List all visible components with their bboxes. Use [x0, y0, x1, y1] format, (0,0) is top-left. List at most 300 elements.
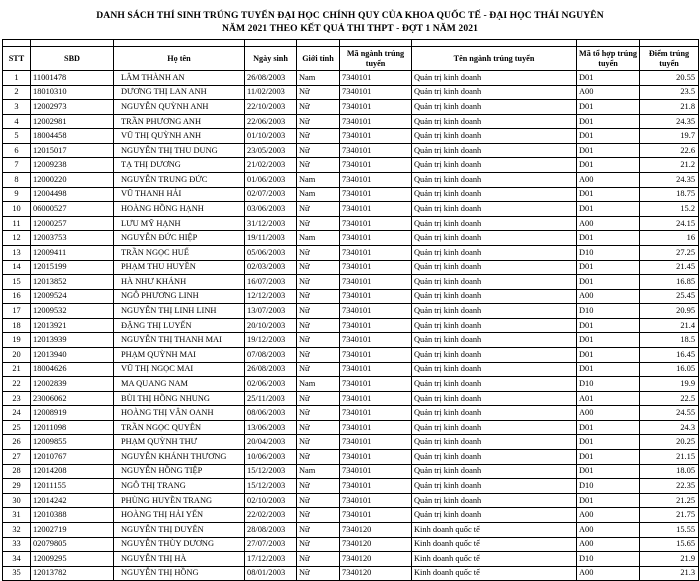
- cell-score: 15.2: [640, 202, 699, 217]
- cell-gender: Nữ: [297, 420, 340, 435]
- cell-stt: 32: [3, 522, 31, 537]
- cell-stt: 33: [3, 537, 31, 552]
- cell-score: 25.45: [640, 289, 699, 304]
- cell-sbd: 12013852: [31, 275, 114, 290]
- cell-stt: 27: [3, 450, 31, 465]
- col-header-stt: STT: [3, 47, 31, 71]
- cell-gender: Nam: [297, 464, 340, 479]
- cell-gender: Nữ: [297, 216, 340, 231]
- cell-dob: 08/06/2003: [245, 406, 297, 421]
- cell-name: NGUYỄN THỊ HỒNG: [114, 566, 245, 581]
- col-header-major-code: Mã ngành trúng tuyển: [340, 47, 412, 71]
- cell-stt: 16: [3, 289, 31, 304]
- cell-stt: 22: [3, 377, 31, 392]
- cell-combo: A00: [577, 406, 640, 421]
- cell-gender: Nữ: [297, 391, 340, 406]
- cell-sbd: 12013782: [31, 566, 114, 581]
- table-row: [3, 216, 699, 231]
- cell-sbd: 18010310: [31, 85, 114, 100]
- cell-sbd: 12013939: [31, 333, 114, 348]
- cell-major-name: Quản trị kinh doanh: [412, 304, 577, 319]
- cell-dob: 22/06/2003: [245, 114, 297, 129]
- cell-dob: 12/12/2003: [245, 289, 297, 304]
- cell-gender: Nữ: [297, 129, 340, 144]
- cell-major-code: 7340101: [340, 129, 412, 144]
- cell-combo: D01: [577, 493, 640, 508]
- cell-name: NGUYỄN QUỲNH ANH: [114, 100, 245, 115]
- cell-stt: 28: [3, 464, 31, 479]
- cell-dob: 19/11/2003: [245, 231, 297, 246]
- cell-major-name: Kinh doanh quốc tế: [412, 522, 577, 537]
- cell-stt: 14: [3, 260, 31, 275]
- table-row: [3, 479, 699, 494]
- cell-sbd: 12011098: [31, 420, 114, 435]
- cell-stt: 17: [3, 304, 31, 319]
- cell-major-name: Quản trị kinh doanh: [412, 173, 577, 188]
- cell-gender: Nữ: [297, 85, 340, 100]
- cell-combo: A00: [577, 522, 640, 537]
- col-header-dob: Ngày sinh: [245, 47, 297, 71]
- cell-stt: 15: [3, 275, 31, 290]
- cell-major-code: 7340120: [340, 566, 412, 581]
- cell-stt: 21: [3, 362, 31, 377]
- cell-sbd: 02079805: [31, 537, 114, 552]
- cell-score: 21.8: [640, 100, 699, 115]
- cell-sbd: 11001478: [31, 71, 114, 86]
- cell-major-code: 7340101: [340, 493, 412, 508]
- table-row: [3, 391, 699, 406]
- cell-combo: D01: [577, 129, 640, 144]
- cell-gender: Nữ: [297, 114, 340, 129]
- cell-dob: 05/06/2003: [245, 245, 297, 260]
- cell-score: 21.25: [640, 493, 699, 508]
- cell-major-code: 7340101: [340, 333, 412, 348]
- cell-name: BÙI THỊ HỒNG NHUNG: [114, 391, 245, 406]
- cell-name: NGÔ THỊ TRANG: [114, 479, 245, 494]
- cell-name: TRẦN PHƯƠNG ANH: [114, 114, 245, 129]
- cell-name: MA QUANG NAM: [114, 377, 245, 392]
- cell-score: 19.9: [640, 377, 699, 392]
- cell-combo: D01: [577, 114, 640, 129]
- cell-sbd: 12000220: [31, 173, 114, 188]
- cell-score: 20.95: [640, 304, 699, 319]
- cell-major-name: Quản trị kinh doanh: [412, 479, 577, 494]
- cell-sbd: 12003753: [31, 231, 114, 246]
- cell-dob: 20/04/2003: [245, 435, 297, 450]
- table-row: [3, 377, 699, 392]
- cell-combo: A00: [577, 173, 640, 188]
- cell-gender: Nữ: [297, 289, 340, 304]
- cell-name: NGÔ PHƯƠNG LINH: [114, 289, 245, 304]
- cell-score: 18.5: [640, 333, 699, 348]
- cell-sbd: 12002839: [31, 377, 114, 392]
- cell-name: PHẠM QUỲNH THƯ: [114, 435, 245, 450]
- cell-score: 21.9: [640, 552, 699, 567]
- cell-stt: 11: [3, 216, 31, 231]
- cell-stt: 4: [3, 114, 31, 129]
- cell-major-code: 7340101: [340, 202, 412, 217]
- cell-name: DƯƠNG THỊ LAN ANH: [114, 85, 245, 100]
- cell-major-name: Quản trị kinh doanh: [412, 143, 577, 158]
- cell-score: 27.25: [640, 245, 699, 260]
- cell-score: 21.15: [640, 450, 699, 465]
- cell-major-code: 7340101: [340, 391, 412, 406]
- table-row: [3, 522, 699, 537]
- cell-sbd: 12004498: [31, 187, 114, 202]
- cell-name: HOÀNG THỊ VÂN OANH: [114, 406, 245, 421]
- cell-major-name: Quản trị kinh doanh: [412, 158, 577, 173]
- table-row: [3, 406, 699, 421]
- cell-dob: 27/07/2003: [245, 537, 297, 552]
- cell-stt: 26: [3, 435, 31, 450]
- table-row: [3, 420, 699, 435]
- cell-major-name: Quản trị kinh doanh: [412, 464, 577, 479]
- cell-stt: 6: [3, 143, 31, 158]
- cell-major-name: Quản trị kinh doanh: [412, 129, 577, 144]
- cell-major-code: 7340101: [340, 377, 412, 392]
- cell-stt: 34: [3, 552, 31, 567]
- cell-gender: Nữ: [297, 493, 340, 508]
- cell-name: NGUYỄN TRUNG ĐỨC: [114, 173, 245, 188]
- cell-gender: Nữ: [297, 566, 340, 581]
- table-row: [3, 566, 699, 581]
- cell-gender: Nữ: [297, 479, 340, 494]
- cell-sbd: 12002719: [31, 522, 114, 537]
- cell-gender: Nữ: [297, 552, 340, 567]
- cell-gender: Nữ: [297, 260, 340, 275]
- table-row: [3, 318, 699, 333]
- cell-major-name: Quản trị kinh doanh: [412, 289, 577, 304]
- cell-major-name: Quản trị kinh doanh: [412, 435, 577, 450]
- cell-major-code: 7340101: [340, 479, 412, 494]
- cell-sbd: 12009238: [31, 158, 114, 173]
- title-line-2: NĂM 2021 THEO KẾT QUẢ THI THPT - ĐỢT 1 NĂM 2021: [221, 23, 479, 34]
- cell-dob: 10/06/2003: [245, 450, 297, 465]
- cell-gender: Nam: [297, 377, 340, 392]
- cell-dob: 23/05/2003: [245, 143, 297, 158]
- cell-score: 21.4: [640, 318, 699, 333]
- table-row: [3, 129, 699, 144]
- cell-dob: 02/10/2003: [245, 493, 297, 508]
- table-row: [3, 435, 699, 450]
- cell-combo: D01: [577, 318, 640, 333]
- cell-stt: 30: [3, 493, 31, 508]
- cell-major-name: Quản trị kinh doanh: [412, 85, 577, 100]
- cell-major-code: 7340101: [340, 275, 412, 290]
- cell-score: 21.2: [640, 158, 699, 173]
- cell-combo: A01: [577, 391, 640, 406]
- cell-stt: 10: [3, 202, 31, 217]
- table-row: [3, 143, 699, 158]
- cell-gender: Nữ: [297, 362, 340, 377]
- cell-major-code: 7340120: [340, 537, 412, 552]
- table-row: [3, 260, 699, 275]
- cell-gender: Nữ: [297, 304, 340, 319]
- cell-combo: D10: [577, 304, 640, 319]
- cell-stt: 9: [3, 187, 31, 202]
- cell-dob: 26/08/2003: [245, 362, 297, 377]
- cell-sbd: 18004458: [31, 129, 114, 144]
- cell-score: 24.35: [640, 173, 699, 188]
- table-row: [3, 450, 699, 465]
- cell-major-code: 7340101: [340, 114, 412, 129]
- cell-major-code: 7340101: [340, 143, 412, 158]
- cell-dob: 02/07/2003: [245, 187, 297, 202]
- cell-major-name: Quản trị kinh doanh: [412, 275, 577, 290]
- cell-name: HOÀNG THỊ HẢI YẾN: [114, 508, 245, 523]
- cell-gender: Nữ: [297, 522, 340, 537]
- cell-sbd: 12009295: [31, 552, 114, 567]
- cell-stt: 2: [3, 85, 31, 100]
- table-body: [3, 71, 699, 581]
- cell-major-name: Quản trị kinh doanh: [412, 318, 577, 333]
- cell-score: 22.6: [640, 143, 699, 158]
- cell-gender: Nữ: [297, 143, 340, 158]
- cell-score: 24.35: [640, 114, 699, 129]
- cell-major-name: Quản trị kinh doanh: [412, 245, 577, 260]
- cell-sbd: 12014208: [31, 464, 114, 479]
- cell-score: 24.55: [640, 406, 699, 421]
- cell-sbd: 12010767: [31, 450, 114, 465]
- cell-major-code: 7340101: [340, 464, 412, 479]
- cell-score: 16: [640, 231, 699, 246]
- cell-gender: Nữ: [297, 537, 340, 552]
- cell-stt: 19: [3, 333, 31, 348]
- cell-sbd: 12013921: [31, 318, 114, 333]
- table-row: [3, 362, 699, 377]
- table-row: [3, 464, 699, 479]
- cell-sbd: 12002973: [31, 100, 114, 115]
- cell-major-name: Kinh doanh quốc tế: [412, 537, 577, 552]
- cell-major-name: Quản trị kinh doanh: [412, 216, 577, 231]
- cell-dob: 03/06/2003: [245, 202, 297, 217]
- cell-name: TRẦN NGỌC QUYÊN: [114, 420, 245, 435]
- cell-gender: Nữ: [297, 318, 340, 333]
- cell-major-name: Quản trị kinh doanh: [412, 420, 577, 435]
- cell-dob: 31/12/2003: [245, 216, 297, 231]
- cell-stt: 12: [3, 231, 31, 246]
- cell-name: PHẠM QUỲNH MAI: [114, 347, 245, 362]
- cell-combo: D10: [577, 479, 640, 494]
- cell-name: NGUYỄN THỊ DUYÊN: [114, 522, 245, 537]
- table-row: [3, 202, 699, 217]
- cell-combo: D10: [577, 245, 640, 260]
- cell-major-name: Quản trị kinh doanh: [412, 71, 577, 86]
- table-row: [3, 289, 699, 304]
- cell-major-code: 7340101: [340, 100, 412, 115]
- cell-dob: 15/12/2003: [245, 464, 297, 479]
- cell-combo: D01: [577, 100, 640, 115]
- cell-major-name: Quản trị kinh doanh: [412, 187, 577, 202]
- table-row: [3, 347, 699, 362]
- cell-dob: 11/02/2003: [245, 85, 297, 100]
- cell-dob: 02/03/2003: [245, 260, 297, 275]
- table-row: [3, 275, 699, 290]
- cell-score: 21.45: [640, 260, 699, 275]
- cell-sbd: 12009411: [31, 245, 114, 260]
- cell-dob: 07/08/2003: [245, 347, 297, 362]
- cell-combo: D01: [577, 71, 640, 86]
- cell-combo: D01: [577, 333, 640, 348]
- cell-combo: D01: [577, 260, 640, 275]
- cell-sbd: 12011155: [31, 479, 114, 494]
- cell-stt: 3: [3, 100, 31, 115]
- cell-sbd: 18004626: [31, 362, 114, 377]
- table-row: [3, 333, 699, 348]
- cell-combo: A00: [577, 566, 640, 581]
- cell-score: 23.5: [640, 85, 699, 100]
- cell-sbd: 12009524: [31, 289, 114, 304]
- cell-name: NGUYỄN THỊ THANH MAI: [114, 333, 245, 348]
- cell-gender: Nữ: [297, 450, 340, 465]
- cell-major-name: Quản trị kinh doanh: [412, 114, 577, 129]
- cell-stt: 5: [3, 129, 31, 144]
- cell-gender: Nữ: [297, 508, 340, 523]
- cell-gender: Nam: [297, 231, 340, 246]
- cell-name: LƯU MỸ HẠNH: [114, 216, 245, 231]
- cell-stt: 29: [3, 479, 31, 494]
- cell-name: VŨ THỊ QUỲNH ANH: [114, 129, 245, 144]
- table-row: [3, 71, 699, 86]
- cell-gender: Nữ: [297, 275, 340, 290]
- cell-major-code: 7340101: [340, 304, 412, 319]
- col-header-major-name: Tên ngành trúng tuyển: [412, 47, 577, 71]
- cell-sbd: 12010388: [31, 508, 114, 523]
- cell-score: 19.7: [640, 129, 699, 144]
- cell-major-name: Quản trị kinh doanh: [412, 493, 577, 508]
- cell-major-code: 7340101: [340, 216, 412, 231]
- cell-major-code: 7340101: [340, 260, 412, 275]
- cell-major-code: 7340101: [340, 508, 412, 523]
- cell-sbd: 12015017: [31, 143, 114, 158]
- cell-stt: 35: [3, 566, 31, 581]
- table-row: [3, 304, 699, 319]
- cell-name: VŨ THANH HẢI: [114, 187, 245, 202]
- table-row: [3, 245, 699, 260]
- cell-stt: 24: [3, 406, 31, 421]
- cell-stt: 23: [3, 391, 31, 406]
- cell-major-code: 7340101: [340, 362, 412, 377]
- cell-major-name: Quản trị kinh doanh: [412, 406, 577, 421]
- cell-score: 21.75: [640, 508, 699, 523]
- table-row: [3, 231, 699, 246]
- cell-gender: Nữ: [297, 245, 340, 260]
- cell-score: 15.55: [640, 522, 699, 537]
- cell-sbd: 12015199: [31, 260, 114, 275]
- cell-combo: D01: [577, 464, 640, 479]
- cell-dob: 26/08/2003: [245, 71, 297, 86]
- cell-name: PHÙNG HUYỀN TRANG: [114, 493, 245, 508]
- cell-major-code: 7340101: [340, 420, 412, 435]
- cell-stt: 20: [3, 347, 31, 362]
- cell-sbd: 06000527: [31, 202, 114, 217]
- cell-name: NGUYỄN HỒNG TIỆP: [114, 464, 245, 479]
- cell-major-name: Quản trị kinh doanh: [412, 231, 577, 246]
- col-header-name: Họ tên: [114, 47, 245, 71]
- cell-sbd: 12008919: [31, 406, 114, 421]
- cell-major-name: Quản trị kinh doanh: [412, 333, 577, 348]
- cell-dob: 17/12/2003: [245, 552, 297, 567]
- cell-name: NGUYỄN THỊ LINH LINH: [114, 304, 245, 319]
- cell-major-code: 7340120: [340, 552, 412, 567]
- cell-gender: Nữ: [297, 158, 340, 173]
- header-row: [3, 47, 699, 71]
- cell-score: 18.75: [640, 187, 699, 202]
- cell-combo: A00: [577, 289, 640, 304]
- cell-combo: D01: [577, 143, 640, 158]
- cell-major-code: 7340101: [340, 347, 412, 362]
- cell-gender: Nữ: [297, 406, 340, 421]
- cell-name: ĐẶNG THỊ LUYẾN: [114, 318, 245, 333]
- cell-score: 24.15: [640, 216, 699, 231]
- cell-name: TẠ THỊ DƯƠNG: [114, 158, 245, 173]
- cell-major-name: Quản trị kinh doanh: [412, 260, 577, 275]
- cell-major-code: 7340101: [340, 318, 412, 333]
- cell-dob: 01/10/2003: [245, 129, 297, 144]
- cell-name: PHẠM THU HUYỀN: [114, 260, 245, 275]
- document-title: [0, 0, 700, 35]
- table-row: [3, 100, 699, 115]
- cell-combo: D01: [577, 202, 640, 217]
- cell-gender: Nam: [297, 71, 340, 86]
- table-row: [3, 187, 699, 202]
- cell-sbd: 12002981: [31, 114, 114, 129]
- cell-gender: Nữ: [297, 347, 340, 362]
- cell-major-name: Kinh doanh quốc tế: [412, 566, 577, 581]
- cell-major-code: 7340101: [340, 245, 412, 260]
- cell-sbd: 12014242: [31, 493, 114, 508]
- cell-combo: D01: [577, 450, 640, 465]
- cell-major-name: Quản trị kinh doanh: [412, 347, 577, 362]
- cell-combo: A00: [577, 216, 640, 231]
- cell-gender: Nữ: [297, 100, 340, 115]
- cell-name: HÀ NHƯ KHÁNH: [114, 275, 245, 290]
- cell-major-name: Quản trị kinh doanh: [412, 391, 577, 406]
- cell-dob: 21/02/2003: [245, 158, 297, 173]
- cell-combo: D01: [577, 158, 640, 173]
- cell-score: 24.3: [640, 420, 699, 435]
- cell-gender: Nữ: [297, 435, 340, 450]
- cell-major-code: 7340101: [340, 71, 412, 86]
- cell-score: 22.35: [640, 479, 699, 494]
- cell-dob: 01/06/2003: [245, 173, 297, 188]
- cell-sbd: 23006062: [31, 391, 114, 406]
- admission-table: [2, 39, 699, 581]
- cell-combo: A00: [577, 537, 640, 552]
- table-row: [3, 158, 699, 173]
- col-header-score: Điểm trúng tuyển: [640, 47, 699, 71]
- cell-gender: Nữ: [297, 333, 340, 348]
- cell-score: 16.05: [640, 362, 699, 377]
- cell-sbd: 12013940: [31, 347, 114, 362]
- cell-dob: 22/10/2003: [245, 100, 297, 115]
- title-line-1: DANH SÁCH THÍ SINH TRÚNG TUYỂN ĐẠI HỌC CHÍNH QUY CỦA KHOA QUỐC TẾ - ĐẠI HỌC THÁI NGUYÊN: [96, 10, 604, 21]
- col-header-sbd: SBD: [31, 47, 114, 71]
- cell-name: NGUYỄN THÙY DƯƠNG: [114, 537, 245, 552]
- cell-name: TRẦN NGỌC HUẾ: [114, 245, 245, 260]
- table-row: [3, 552, 699, 567]
- cell-name: VŨ THỊ NGỌC MAI: [114, 362, 245, 377]
- cell-major-name: Quản trị kinh doanh: [412, 508, 577, 523]
- cell-stt: 25: [3, 420, 31, 435]
- table-row: [3, 114, 699, 129]
- cell-stt: 7: [3, 158, 31, 173]
- cell-dob: 13/06/2003: [245, 420, 297, 435]
- table-row: [3, 85, 699, 100]
- cell-major-name: Quản trị kinh doanh: [412, 100, 577, 115]
- cell-dob: 13/07/2003: [245, 304, 297, 319]
- cell-major-code: 7340120: [340, 522, 412, 537]
